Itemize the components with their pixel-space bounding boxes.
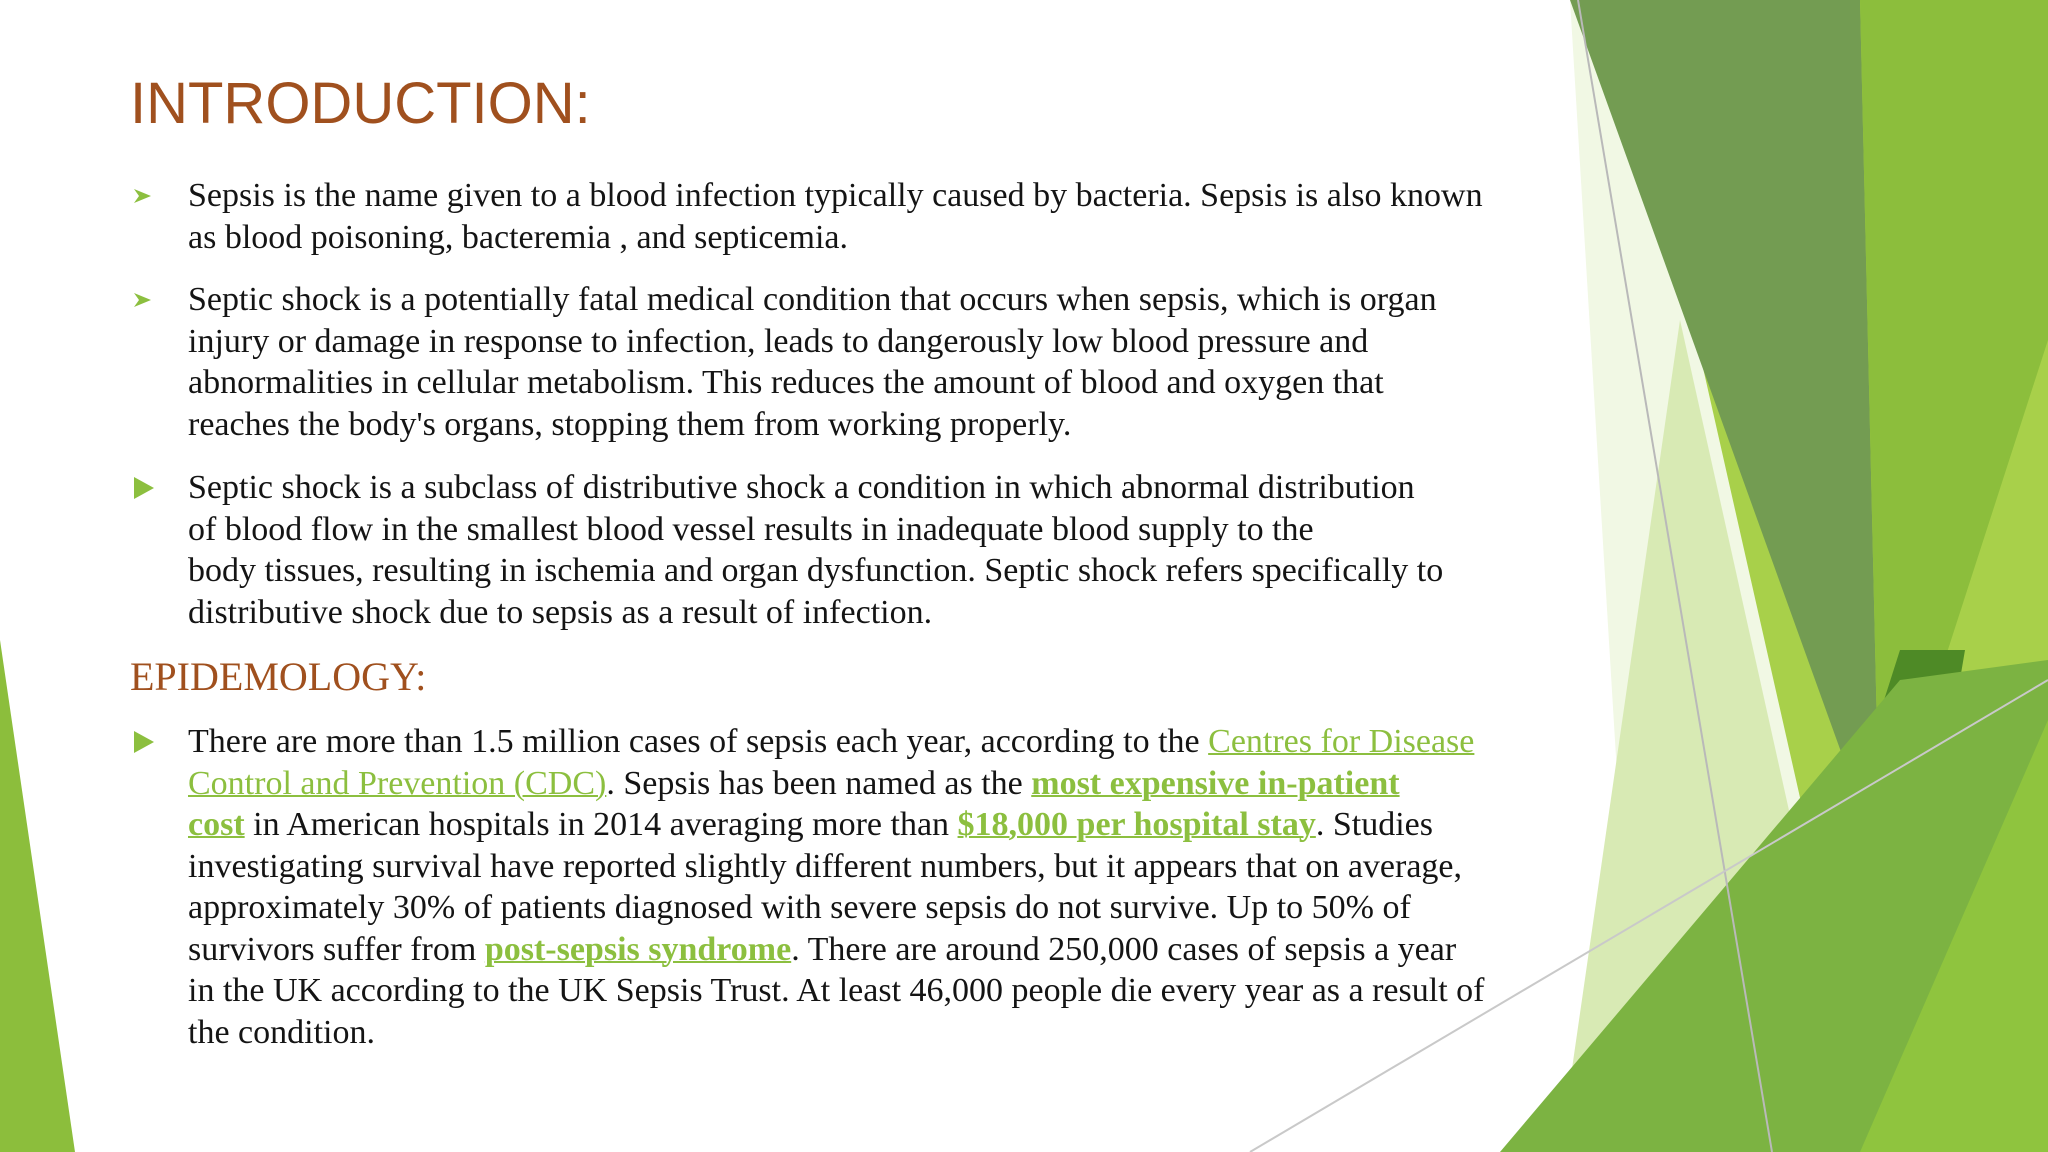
text-run: . There are around 250,000 cases of sepsis a year xyxy=(791,930,1457,968)
bullet-text xyxy=(188,721,1681,1053)
text-line: investigating survival have reported slightly different numbers, but it appears that on average, xyxy=(188,847,1463,885)
bullet-text xyxy=(188,175,1681,258)
expensive-inpatient-cost-link[interactable]: most expensive in-patient xyxy=(1031,764,1400,802)
text-run: . Sepsis has been named as the xyxy=(606,764,1032,802)
post-sepsis-syndrome-link[interactable]: post-sepsis syndrome xyxy=(484,930,792,968)
text-line: Septic shock is a subclass of distributive shock a condition in which abnormal distribution xyxy=(188,469,1415,506)
text-line: distributive shock due to sepsis as a result of infection. xyxy=(188,593,933,631)
text-line: abnormalities in cellular metabolism. This reduces the amount of blood and oxygen that xyxy=(188,364,1384,401)
text-line: the condition. xyxy=(188,1013,375,1051)
expensive-inpatient-cost-link-continued[interactable]: cost xyxy=(188,806,245,843)
text-line xyxy=(188,804,1681,846)
text-run: There are more than 1.5 million cases of sepsis each year, according to the xyxy=(188,723,1209,760)
bullet-septic-shock xyxy=(131,279,1681,445)
text-line xyxy=(188,763,1681,805)
text-line: reaches the body's organs, stopping them from working properly. xyxy=(188,405,1072,443)
text-line: as blood poisoning, bacteremia , and septicemia. xyxy=(188,218,848,256)
text-line: of blood flow in the smallest blood vessel results in inadequate blood supply to the xyxy=(188,510,1314,548)
arrowhead-bullet-icon xyxy=(131,175,161,217)
text-run: in American hospitals in 2014 averaging more than xyxy=(244,806,958,843)
text-run: . Studies xyxy=(1315,806,1433,843)
bullet-sepsis-definition xyxy=(131,175,1681,258)
text-line: approximately 30% of patients diagnosed with severe sepsis do not survive. Up to 50% of xyxy=(188,889,1411,926)
triangle-bullet-icon xyxy=(131,467,161,509)
arrowhead-bullet-icon xyxy=(131,279,161,321)
text-line: Septic shock is a potentially fatal medical condition that occurs when sepsis, which is organ xyxy=(188,281,1437,318)
text-line xyxy=(188,929,1681,971)
text-run: survivors suffer from xyxy=(188,930,485,968)
slide-title: INTRODUCTION: xyxy=(130,71,591,136)
bullet-epidemiology xyxy=(131,721,1681,1053)
text-line: Sepsis is the name given to a blood infection typically caused by bacteria. Sepsis is also known xyxy=(188,177,1483,214)
text-line: injury or damage in response to infection, leads to dangerously low blood pressure and xyxy=(188,322,1369,360)
triangle-bullet-icon xyxy=(131,721,161,763)
cdc-link[interactable]: Centres for Disease xyxy=(1208,723,1475,760)
hospital-stay-cost-link[interactable]: $18,000 per hospital stay xyxy=(957,806,1316,843)
cdc-link-continued[interactable]: Control and Prevention (CDC) xyxy=(188,764,607,802)
bullet-text xyxy=(188,279,1681,445)
section-heading-epidemiology: EPIDEMOLOGY: xyxy=(130,654,427,699)
bullet-distributive-shock xyxy=(131,467,1681,633)
text-line: body tissues, resulting in ischemia and organ dysfunction. Septic shock refers specifically to xyxy=(188,552,1444,589)
bullet-text xyxy=(188,467,1681,633)
text-line: in the UK according to the UK Sepsis Trust. At least 46,000 people die every year as a result of xyxy=(188,972,1485,1009)
text-line xyxy=(188,721,1681,763)
